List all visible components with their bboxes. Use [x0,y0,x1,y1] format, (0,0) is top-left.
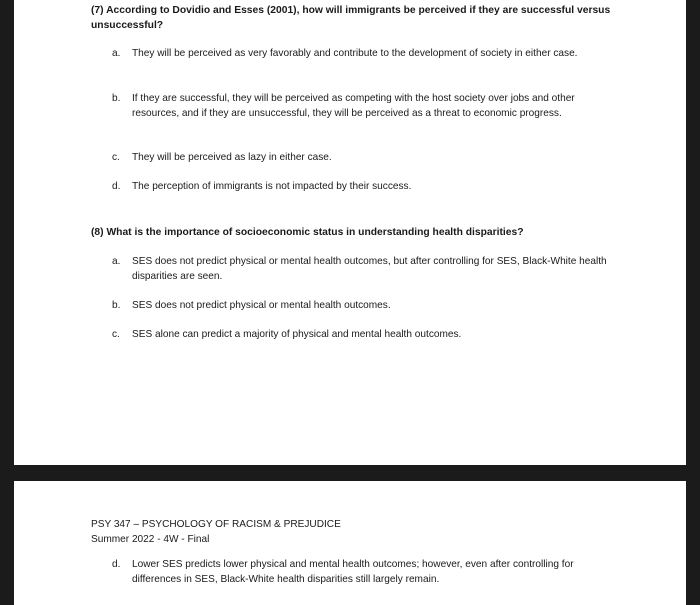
option-text: SES does not predict physical or mental health outcomes. [132,300,391,311]
q7-option-c [112,150,612,165]
question-7: (7) According to Dovidio and Esses (2001), how will immigrants be perceived if they are successful versus unsuccessful? [91,5,611,31]
option-letter: b. [112,300,121,311]
q7-option-b [112,91,612,121]
option-letter: c. [112,329,120,340]
q7-option-a [112,46,612,61]
course-title: PSY 347 – PSYCHOLOGY OF RACISM & PREJUDICE [91,519,341,530]
option-text: Lower SES predicts lower physical and mental health outcomes; however, even after controlling for differences in SES, Black-White health disparities still largely remain. [132,559,574,585]
option-text: They will be perceived as very favorably and contribute to the development of society in either case. [132,48,578,59]
q8-option-b [112,298,612,313]
option-text: SES alone can predict a majority of physical and mental health outcomes. [132,329,462,340]
option-text: SES does not predict physical or mental health outcomes, but after controlling for SES, Black-White health disparities are seen. [132,256,607,282]
option-text: The perception of immigrants is not impacted by their success. [132,181,412,192]
option-letter: d. [112,559,121,570]
q8-option-c [112,327,612,342]
question-8: (8) What is the importance of socioeconomic status in understanding health disparities? [91,227,524,238]
option-letter: c. [112,152,120,163]
document-page-bottom [14,481,686,605]
document-page-top [14,0,686,465]
exam-term: Summer 2022 - 4W - Final [91,534,210,545]
q7-option-d [112,179,612,194]
option-letter: a. [112,48,121,59]
option-text: If they are successful, they will be perceived as competing with the host society over jobs and other resources, and if they are unsuccessful, they will be perceived as a threat to economic progress. [132,93,575,119]
q8-option-d [112,557,622,587]
option-letter: a. [112,256,121,267]
page-header [91,517,491,547]
q8-option-a [112,254,612,284]
option-letter: d. [112,181,121,192]
option-text: They will be perceived as lazy in either case. [132,152,332,163]
option-letter: b. [112,93,121,104]
